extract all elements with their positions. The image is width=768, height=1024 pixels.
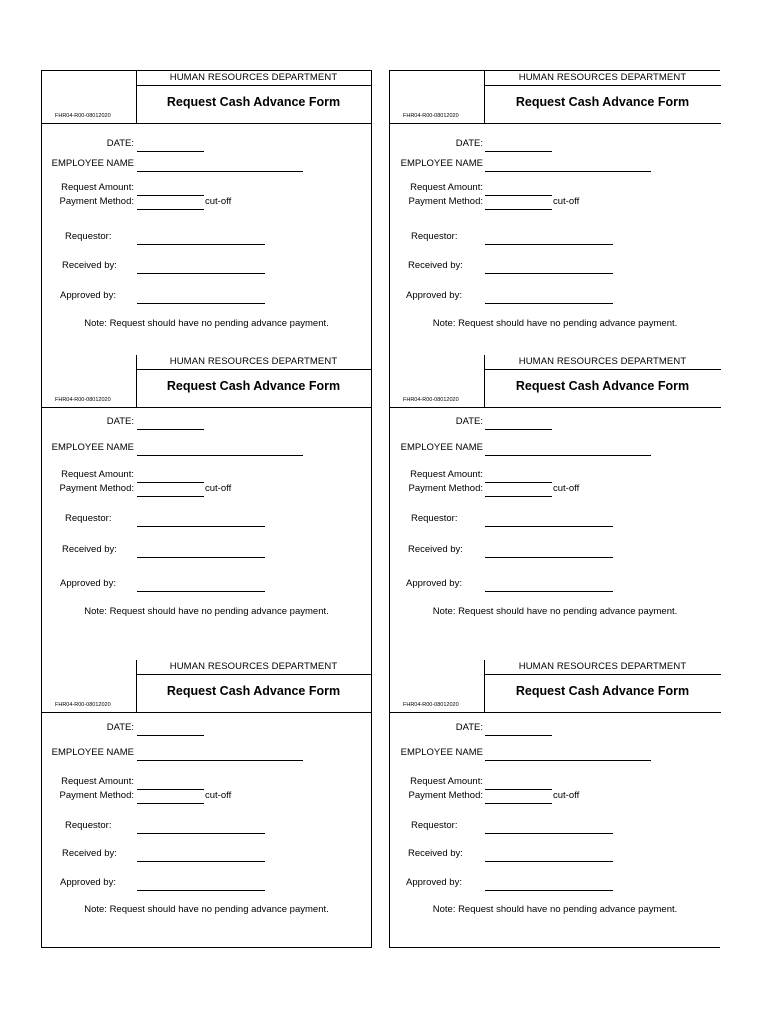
- date-field[interactable]: [485, 735, 552, 736]
- approved-by-field[interactable]: [137, 303, 265, 304]
- request-amount-field[interactable]: [137, 482, 204, 483]
- payment-method-label: Payment Method:: [408, 790, 483, 801]
- form-note: Note: Request should have no pending advance payment.: [432, 606, 678, 617]
- form-code: FHR04-R00-08012020: [55, 397, 111, 403]
- requestor-label: Requestor:: [411, 231, 458, 242]
- received-by-label: Received by:: [408, 848, 463, 859]
- payment-method-field[interactable]: [485, 209, 552, 210]
- request-amount-label: Request Amount:: [410, 469, 483, 480]
- form-header: [42, 355, 371, 408]
- payment-method-field[interactable]: [485, 803, 552, 804]
- requestor-label: Requestor:: [411, 513, 458, 524]
- form-title: Request Cash Advance Form: [515, 379, 690, 393]
- form-title: Request Cash Advance Form: [166, 379, 341, 393]
- form-code: FHR04-R00-08012020: [55, 702, 111, 708]
- form-title: Request Cash Advance Form: [515, 95, 690, 109]
- date-label: DATE:: [455, 138, 483, 149]
- payment-method-field[interactable]: [485, 496, 552, 497]
- cash-advance-form: [389, 355, 720, 661]
- request-amount-field[interactable]: [485, 789, 552, 790]
- approved-by-label: Approved by:: [60, 290, 116, 301]
- received-by-field[interactable]: [485, 273, 613, 274]
- requestor-field[interactable]: [137, 526, 265, 527]
- date-label: DATE:: [455, 416, 483, 427]
- requestor-field[interactable]: [485, 833, 613, 834]
- employee-name-label: EMPLOYEE NAME: [51, 158, 134, 169]
- payment-method-label: Payment Method:: [59, 790, 134, 801]
- form-note: Note: Request should have no pending advance payment.: [432, 904, 678, 915]
- approved-by-field[interactable]: [137, 591, 265, 592]
- department-name: HUMAN RESOURCES DEPARTMENT: [169, 72, 338, 83]
- approved-by-label: Approved by:: [60, 877, 116, 888]
- requestor-field[interactable]: [137, 833, 265, 834]
- date-field[interactable]: [137, 735, 204, 736]
- form-note: Note: Request should have no pending advance payment.: [432, 318, 678, 329]
- form-header: [42, 71, 371, 124]
- approved-by-label: Approved by:: [60, 578, 116, 589]
- cutoff-label: cut-off: [553, 196, 580, 207]
- employee-name-label: EMPLOYEE NAME: [400, 158, 483, 169]
- employee-name-field[interactable]: [485, 455, 651, 456]
- request-amount-label: Request Amount:: [61, 469, 134, 480]
- received-by-field[interactable]: [137, 861, 265, 862]
- form-header: [390, 660, 721, 713]
- department-name: HUMAN RESOURCES DEPARTMENT: [518, 661, 687, 672]
- form-code: FHR04-R00-08012020: [403, 113, 459, 119]
- payment-method-label: Payment Method:: [59, 196, 134, 207]
- employee-name-label: EMPLOYEE NAME: [51, 747, 134, 758]
- request-amount-label: Request Amount:: [410, 776, 483, 787]
- payment-method-label: Payment Method:: [408, 483, 483, 494]
- employee-name-label: EMPLOYEE NAME: [400, 442, 483, 453]
- department-name: HUMAN RESOURCES DEPARTMENT: [169, 661, 338, 672]
- form-code: FHR04-R00-08012020: [403, 397, 459, 403]
- received-by-label: Received by:: [408, 544, 463, 555]
- received-by-field[interactable]: [485, 557, 613, 558]
- payment-method-label: Payment Method:: [408, 196, 483, 207]
- employee-name-label: EMPLOYEE NAME: [400, 747, 483, 758]
- request-amount-label: Request Amount:: [61, 776, 134, 787]
- received-by-label: Received by:: [62, 848, 117, 859]
- employee-name-field[interactable]: [137, 760, 303, 761]
- department-name: HUMAN RESOURCES DEPARTMENT: [518, 72, 687, 83]
- received-by-label: Received by:: [62, 260, 117, 271]
- request-amount-field[interactable]: [137, 789, 204, 790]
- request-amount-field[interactable]: [485, 482, 552, 483]
- date-label: DATE:: [455, 722, 483, 733]
- employee-name-field[interactable]: [485, 171, 651, 172]
- received-by-field[interactable]: [137, 557, 265, 558]
- requestor-field[interactable]: [137, 244, 265, 245]
- approved-by-field[interactable]: [137, 890, 265, 891]
- form-note: Note: Request should have no pending advance payment.: [84, 606, 329, 617]
- cash-advance-form: [41, 70, 372, 356]
- employee-name-label: EMPLOYEE NAME: [51, 442, 134, 453]
- request-amount-field[interactable]: [137, 195, 204, 196]
- requestor-label: Requestor:: [411, 820, 458, 831]
- cutoff-label: cut-off: [205, 196, 232, 207]
- approved-by-field[interactable]: [485, 591, 613, 592]
- department-name: HUMAN RESOURCES DEPARTMENT: [518, 356, 687, 367]
- form-code: FHR04-R00-08012020: [403, 702, 459, 708]
- requestor-label: Requestor:: [65, 820, 112, 831]
- date-field[interactable]: [137, 151, 204, 152]
- form-header: [42, 660, 371, 713]
- cash-advance-form: [389, 70, 720, 356]
- payment-method-label: Payment Method:: [59, 483, 134, 494]
- received-by-field[interactable]: [137, 273, 265, 274]
- form-note: Note: Request should have no pending advance payment.: [84, 904, 329, 915]
- employee-name-field[interactable]: [137, 171, 303, 172]
- cash-advance-form: [41, 355, 372, 661]
- request-amount-label: Request Amount:: [61, 182, 134, 193]
- request-amount-label: Request Amount:: [410, 182, 483, 193]
- cutoff-label: cut-off: [205, 790, 232, 801]
- received-by-label: Received by:: [408, 260, 463, 271]
- payment-method-field[interactable]: [137, 803, 204, 804]
- approved-by-field[interactable]: [485, 303, 613, 304]
- cash-advance-form: [41, 660, 372, 948]
- approved-by-label: Approved by:: [406, 290, 462, 301]
- form-code: FHR04-R00-08012020: [55, 113, 111, 119]
- form-header: [390, 355, 721, 408]
- date-field[interactable]: [485, 429, 552, 430]
- date-field[interactable]: [137, 429, 204, 430]
- requestor-label: Requestor:: [65, 513, 112, 524]
- cutoff-label: cut-off: [553, 790, 580, 801]
- employee-name-field[interactable]: [485, 760, 651, 761]
- cutoff-label: cut-off: [205, 483, 232, 494]
- date-label: DATE:: [106, 722, 134, 733]
- date-label: DATE:: [106, 138, 134, 149]
- cash-advance-form: [389, 660, 720, 948]
- date-field[interactable]: [485, 151, 552, 152]
- approved-by-label: Approved by:: [406, 578, 462, 589]
- requestor-label: Requestor:: [65, 231, 112, 242]
- received-by-label: Received by:: [62, 544, 117, 555]
- form-title: Request Cash Advance Form: [515, 684, 690, 698]
- date-label: DATE:: [106, 416, 134, 427]
- request-amount-field[interactable]: [485, 195, 552, 196]
- received-by-field[interactable]: [485, 861, 613, 862]
- approved-by-label: Approved by:: [406, 877, 462, 888]
- form-title: Request Cash Advance Form: [166, 95, 341, 109]
- payment-method-field[interactable]: [137, 209, 204, 210]
- form-header: [390, 71, 721, 124]
- employee-name-field[interactable]: [137, 455, 303, 456]
- form-note: Note: Request should have no pending advance payment.: [84, 318, 329, 329]
- department-name: HUMAN RESOURCES DEPARTMENT: [169, 356, 338, 367]
- approved-by-field[interactable]: [485, 890, 613, 891]
- form-title: Request Cash Advance Form: [166, 684, 341, 698]
- requestor-field[interactable]: [485, 526, 613, 527]
- requestor-field[interactable]: [485, 244, 613, 245]
- payment-method-field[interactable]: [137, 496, 204, 497]
- cutoff-label: cut-off: [553, 483, 580, 494]
